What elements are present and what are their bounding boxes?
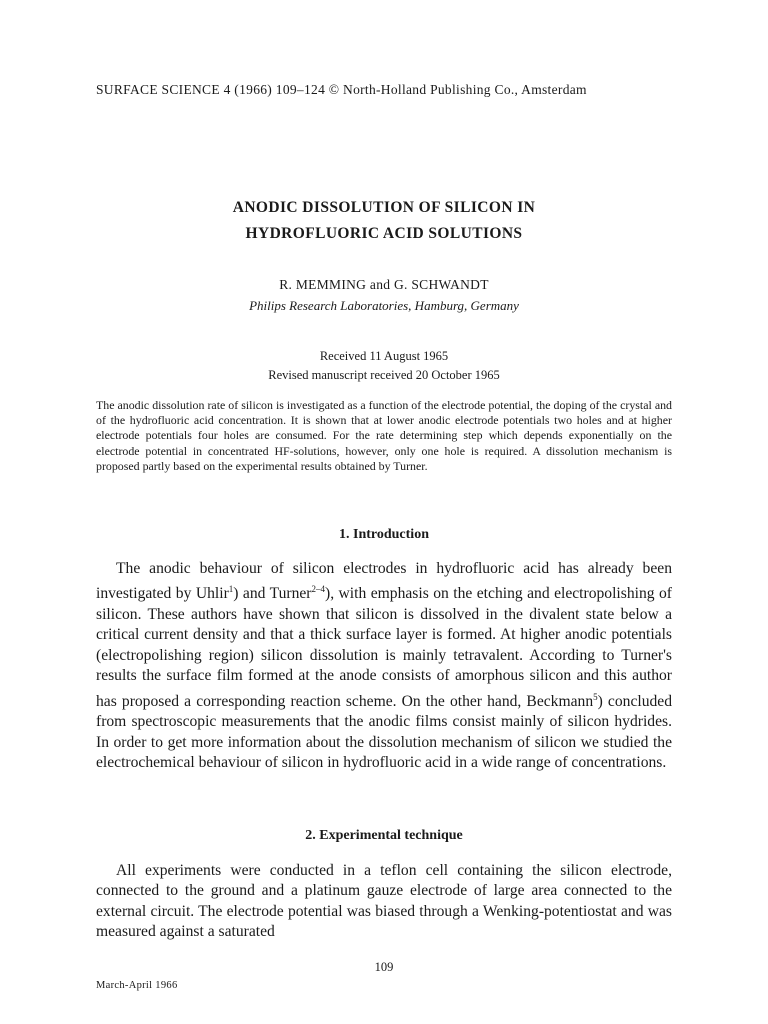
received-dates	[96, 347, 672, 385]
intro-text-part-4: ) concluded from spectroscopic measurements that the anodic films consist mainly of silicon hydrides. In order to get more information about the dissolution mechanism of silicon we studied the electrochemical behaviour of silicon in hydrofluoric acid in a wide range of concentrations.	[96, 692, 673, 772]
authors: R. MEMMING and G. SCHWANDT	[279, 277, 489, 292]
section-heading-introduction: 1. Introduction	[339, 527, 429, 542]
received-date: Received 11 August 1965	[319, 349, 449, 363]
intro-text-part-2: ) and Turner	[233, 585, 312, 603]
page-number: 109	[374, 960, 394, 974]
intro-text-part-3: ), with emphasis on the etching and electropolishing of silicon. These authors have shown that silicon is dissolved in the divalent state below a critical current density and that a thick surface layer is formed. At higher anodic potentials (electropolishing region) silicon dissolution is mainly tetravalent. According to Turner's results the surface film formed at the anode consists of amorphous silicon and this author has proposed a corresponding reaction scheme. On the other hand, Beckmann	[96, 585, 673, 710]
running-head: SURFACE SCIENCE 4 (1966) 109–124 © North-Holland Publishing Co., Amsterdam	[96, 82, 587, 97]
intro-text-part-1: The anodic behaviour of silicon electrodes in hydrofluoric acid has already been investigated by Uhlir	[96, 560, 672, 603]
affiliation: Philips Research Laboratories, Hamburg, Germany	[249, 298, 519, 313]
article-title-line-2: HYDROFLUORIC ACID SOLUTIONS	[245, 225, 523, 242]
citation-ref-3: 5	[593, 691, 598, 702]
issue-date: March-April 1966	[96, 980, 178, 991]
citation-ref-1: 1	[228, 584, 234, 595]
citation-ref-2: 2–4	[311, 584, 325, 595]
experimental-paragraph: All experiments were conducted in a teflon cell containing the silicon electrode, connected to the ground and a platinum gauze electrode of large area connected to the external circuit. The electrode potential was biased through a Wenking-potentiostat and was measured against a saturated	[96, 862, 672, 941]
article-title-line-1: ANODIC DISSOLUTION OF SILICON IN	[232, 199, 536, 216]
section-heading-experimental: 2. Experimental technique	[305, 828, 463, 843]
article-title	[96, 195, 672, 247]
abstract: The anodic dissolution rate of silicon is investigated as a function of the electrode potential, the doping of the crystal and of the hydrofluoric acid concentration. It is shown that at lower anodic electrode potentials two holes and at higher electrode potentials four holes are consumed. For the rate determining step which depends exponentially on the electrode potential in concentrated HF-solutions, however, only one hole is required. A dissolution mechanism is proposed partly based on the experimental results obtained by Turner.	[96, 398, 672, 473]
introduction-paragraph	[96, 559, 672, 773]
revised-date: Revised manuscript received 20 October 1965	[268, 368, 500, 382]
